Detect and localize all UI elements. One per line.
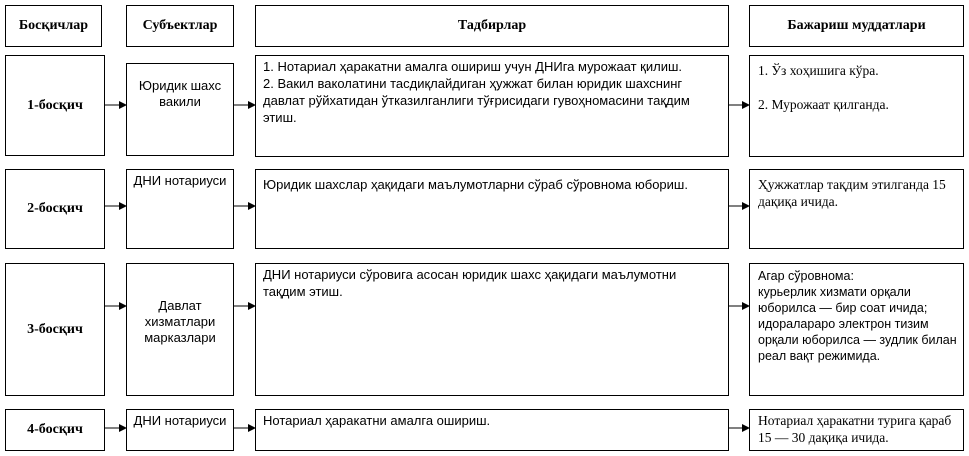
stage-3-box: 3-босқич [5,263,105,396]
stage-1-box: 1-босқич [5,55,105,156]
deadline-2-box: Ҳужжатлар тақдим этилганда 15 дақиқа ичида. [749,169,964,249]
action-2-box: Юридик шахслар ҳақидаги маълумотларни сўраб сўровнома юбориш. [255,169,729,249]
action-4-box: Нотариал ҳаракатни амалга ошириш. [255,409,729,451]
deadline-1-box: 1. Ўз хоҳишига кўра. 2. Мурожаат қилганда. [749,55,964,157]
action-3-box: ДНИ нотариуси сўровига асосан юридик шахс ҳақидаги маълумотни тақдим этиш. [255,263,729,396]
deadline-4-box: Нотариал ҳаракатни турига қараб 15 — 30 дақиқа ичида. [749,409,964,451]
header-actions: Тадбирлар [255,5,729,47]
header-deadlines: Бажариш муддатлари [749,5,964,47]
subject-2-box: ДНИ нотариуси [126,169,234,249]
header-stages: Босқичлар [5,5,102,47]
header-subjects: Субъектлар [126,5,234,47]
stage-2-box: 2-босқич [5,169,105,249]
subject-4-box: ДНИ нотариуси [126,409,234,451]
stage-4-box: 4-босқич [5,409,105,451]
deadline-3-box: Агар сўровнома: курьерлик хизмати орқали юборилса — бир соат ичида; идоралараро электрон тизим орқали юборилса — зудлик билан реал вақт режимида. [749,263,964,396]
subject-1-box: Юридик шахс вакили [126,63,234,156]
subject-3-box: Давлат хизматлари марказлари [126,263,234,396]
action-1-box: 1. Нотариал ҳаракатни амалга ошириш учун ДНИга мурожаат қилиш. 2. Вакил ваколатини тасдиқлайдиган ҳужжат билан юридик шахснинг давлат рўйхатидан ўтказилганлиги тўғрисидаги гувоҳномасини тақдим этиш. [255,55,729,157]
